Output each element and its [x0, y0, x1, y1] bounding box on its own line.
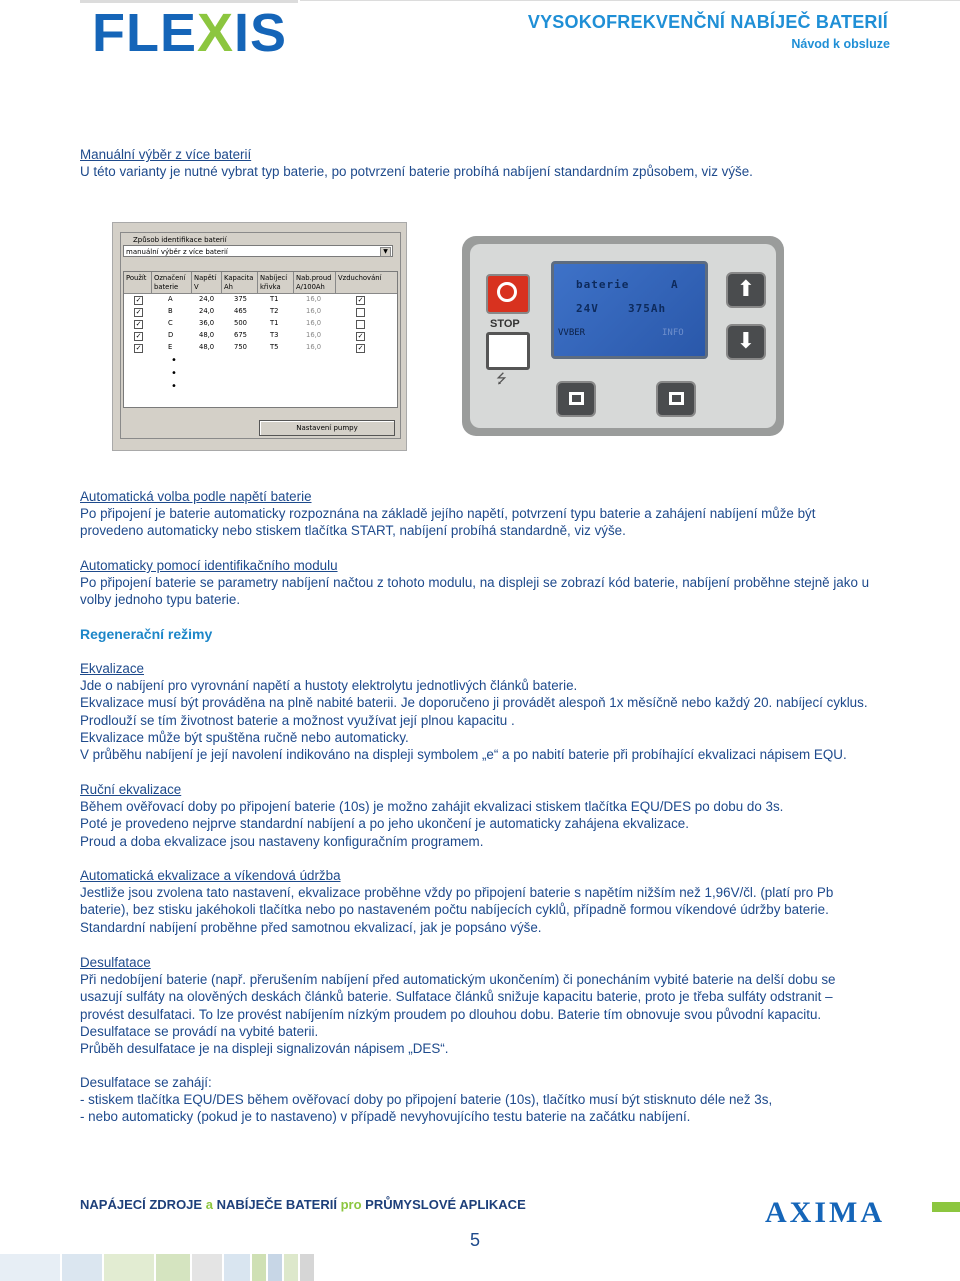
use-checkbox[interactable]: ✓ — [135, 296, 142, 304]
battery-capacity: 465 — [234, 307, 247, 315]
auto-title: Automatická volba podle napětí baterie — [80, 489, 312, 504]
battery-selection-dialog — [112, 222, 407, 451]
autoekv-title: Automatická ekvalizace a víkendová údržba — [80, 868, 341, 883]
air-checkbox[interactable] — [356, 320, 365, 329]
lcd-display — [551, 261, 708, 359]
rucni-title: Ruční ekvalizace — [80, 782, 182, 797]
page-number: 5 — [470, 1230, 481, 1250]
battery-voltage: 24,0 — [199, 307, 215, 315]
desulf-line: Desulfatace se provádí na vybité baterii. — [80, 1023, 319, 1039]
arrow-down-icon: ⬇ — [736, 329, 756, 354]
battery-curve: T5 — [270, 343, 279, 351]
desulf-start-line: - nebo automaticky (pokud je to nastaveno) v případě nevyhovujícího testu baterie na začátku nabíjení. — [80, 1109, 691, 1125]
col-header-voltage: Napětí V — [192, 272, 222, 294]
footer-tagline: NAPÁJECÍ ZDROJE a NABÍJEČE BATERIÍ pro PRŮMYSLOVÉ APLIKACE — [80, 1197, 526, 1212]
axima-logo: AXIMA — [765, 1196, 885, 1229]
panel-face — [470, 244, 776, 428]
left-soft-button[interactable] — [556, 381, 596, 417]
battery-capacity: 750 — [234, 343, 247, 351]
document-subtitle: Návod k obsluze — [791, 37, 890, 51]
up-arrow-button[interactable] — [726, 272, 766, 308]
combo-value: manuální výběr z více baterií — [126, 248, 228, 256]
identification-combo[interactable] — [123, 245, 393, 257]
col-header-current: Nab.proud A/100Ah — [294, 272, 336, 294]
rucni-line: Poté je provedeno nejprve standardní nabíjení a po jeho ukončení je automaticky zahájena ekvalizace. — [80, 816, 689, 832]
flexis-logo: FLEXIS — [92, 3, 288, 63]
use-checkbox[interactable]: ✓ — [135, 320, 142, 328]
desulf-line: Průběh desulfatace je na displeji signalizován nápisem „DES“. — [80, 1041, 449, 1057]
col-header-capacity: Kapacita Ah — [222, 272, 258, 294]
use-checkbox[interactable]: ✓ — [135, 344, 142, 352]
usb-icon: ⭍ — [496, 372, 507, 387]
air-checkbox[interactable]: ✓ — [357, 332, 364, 340]
chevron-down-icon[interactable]: ▼ — [380, 247, 391, 257]
air-checkbox[interactable] — [356, 308, 365, 317]
footer-color-bars — [0, 1254, 320, 1281]
lcd-select-label: VVBER — [558, 328, 586, 338]
continuation-dot: • — [171, 368, 177, 379]
lcd-voltage: 24V — [576, 302, 599, 315]
battery-voltage: 48,0 — [199, 331, 215, 339]
desulfation-section — [80, 954, 880, 1057]
desulf-title: Desulfatace — [80, 955, 151, 970]
charger-control-panel — [462, 236, 784, 436]
col-header-curve: Nabíjecí křivka — [258, 272, 294, 294]
continuation-dot: • — [171, 355, 177, 366]
col-header-air: Vzduchování — [336, 272, 397, 294]
manual-section — [80, 146, 880, 180]
desulf-start-line: - stiskem tlačítka EQU/DES během ověřovací doby po připojení baterie (10s), tlačítko musí být stisknuto déle než 3s, — [80, 1092, 773, 1108]
autoekv-text: Jestliže jsou zvolena tato nastavení, ekvalizace proběhne vždy po připojení baterie s napětím nižším než 1,96V/čl. (platí pro Pb baterie), bez stisku jakéhokoli tlačítka nebo po nastaveném počtu nabíjecích cyklů, případně formou víkendové údržby baterie. Standardní nabíjení proběhne před samotnou ekvalizací, jak je popsáno výše. — [80, 885, 834, 935]
battery-curve: T1 — [270, 319, 279, 327]
lcd-battery-id: A — [671, 278, 678, 291]
battery-voltage: 36,0 — [199, 319, 215, 327]
col-header-use: Použít — [124, 272, 152, 294]
continuation-dot: • — [171, 381, 177, 392]
header-rule-thin — [300, 0, 960, 1]
air-checkbox[interactable]: ✓ — [357, 344, 364, 352]
auto-voltage-section — [80, 488, 880, 540]
ekv-line: V průběhu nabíjení je její navolení indikováno na displeji symbolem „e“ a po nabití baterie při probíhající ekvalizaci nápisem EQU. — [80, 747, 847, 763]
manual-text: U této varianty je nutné vybrat typ baterie, po potvrzení baterie probíhá nabíjení standardním způsobem, viz výše. — [80, 164, 753, 180]
battery-id: B — [168, 307, 173, 315]
manual-title: Manuální výběr z více baterií — [80, 147, 252, 162]
battery-curve: T1 — [270, 295, 279, 303]
ekv-line: Jde o nabíjení pro vyrovnání napětí a hustoty elektrolytu jednotlivých článků baterie. — [80, 678, 578, 694]
battery-capacity: 500 — [234, 319, 247, 327]
use-checkbox[interactable]: ✓ — [135, 308, 142, 316]
battery-id: E — [168, 343, 173, 351]
battery-curve: T3 — [270, 331, 279, 339]
battery-table — [123, 271, 398, 408]
desulf-start-title: Desulfatace se zahájí: — [80, 1075, 212, 1090]
stop-button[interactable] — [486, 274, 530, 314]
rucni-line: Proud a doba ekvalizace jsou nastaveny konfiguračním programem. — [80, 833, 484, 849]
battery-curve: T2 — [270, 307, 279, 315]
ekv-title: Ekvalizace — [80, 661, 145, 676]
regen-heading: Regenerační režimy — [80, 626, 213, 642]
battery-capacity: 375 — [234, 295, 247, 303]
ekv-line: Ekvalizace může být spuštěna ručně nebo automaticky. — [80, 729, 409, 745]
arrow-up-icon: ⬆ — [736, 277, 756, 302]
battery-current: 16,0 — [306, 343, 322, 351]
power-icon — [497, 282, 517, 302]
down-arrow-button[interactable] — [726, 324, 766, 360]
square-icon — [669, 392, 684, 405]
desulfation-start-section — [80, 1074, 880, 1126]
start-button[interactable] — [486, 332, 530, 370]
group-label: Způsob identifikace baterií — [133, 236, 227, 244]
square-icon — [569, 392, 584, 405]
battery-current: 16,0 — [306, 307, 322, 315]
module-section — [80, 557, 880, 609]
equalization-section — [80, 660, 880, 763]
manual-equalization-section — [80, 781, 880, 850]
axima-accent-bar — [932, 1202, 960, 1212]
col-header-id: Označení baterie — [152, 272, 192, 294]
battery-id: A — [168, 295, 173, 303]
lcd-battery-label: baterie — [576, 278, 630, 291]
battery-current: 16,0 — [306, 319, 322, 327]
battery-capacity: 675 — [234, 331, 247, 339]
air-checkbox[interactable]: ✓ — [357, 296, 364, 304]
rucni-line: Během ověřovací doby po připojení baterie (10s) je možno zahájit ekvalizaci stiskem tlačítka EQU/DES po dobu do 3s. — [80, 799, 784, 815]
ekv-line: Ekvalizace musí být prováděna na plně nabité baterii. Je doporučeno ji provádět alespoň 1x měsíčně nebo každý 20. nabíjecí cyklus. — [80, 695, 868, 711]
lcd-info-label: INFO — [662, 328, 684, 338]
module-text: Po připojení baterie se parametry nabíjení načtou z tohoto modulu, na displeji se zobrazí kód baterie, nabíjení proběhne stejně jako u volby jednoho typu baterie. — [80, 575, 870, 608]
auto-equalization-section — [80, 867, 880, 936]
stop-label: STOP — [490, 318, 520, 330]
desulf-text: Při nedobíjení baterie (např. přerušením nabíjení před automatickým ukončením) či ponecháním vybité baterie na delší dobu se usazují sulfáty na olověných deskách článků baterie. Sulfatace článků snižuje kapacitu baterie, proto je třeba sulfáty odstranit – provést desulfataci. To lze provést nabíjením nízkým proudem po dlouhou dobu. Baterie tím obnovuje svou původní kapacitu. — [80, 972, 836, 1022]
right-soft-button[interactable] — [656, 381, 696, 417]
battery-voltage: 24,0 — [199, 295, 215, 303]
battery-current: 16,0 — [306, 331, 322, 339]
battery-current: 16,0 — [306, 295, 322, 303]
pump-settings-button[interactable]: Nastavení pumpy — [259, 420, 395, 436]
battery-id: C — [168, 319, 173, 327]
battery-id: D — [168, 331, 174, 339]
ekv-line: Prodlouží se tím životnost baterie a možnost využívat její plnou kapacitu . — [80, 712, 515, 728]
document-title: VYSOKOFREKVENČNÍ NABÍJEČ BATERIÍ — [527, 12, 888, 32]
auto-text: Po připojení je baterie automaticky rozpoznána na základě jejího napětí, potvrzení typu baterie a zahájení nabíjení může být provedeno automaticky nebo stiskem tlačítka START, nabíjení probíhá standardně, viz výše. — [80, 506, 816, 539]
battery-voltage: 48,0 — [199, 343, 215, 351]
lcd-capacity: 375Ah — [628, 302, 667, 315]
module-title: Automaticky pomocí identifikačního modulu — [80, 558, 338, 573]
use-checkbox[interactable]: ✓ — [135, 332, 142, 340]
